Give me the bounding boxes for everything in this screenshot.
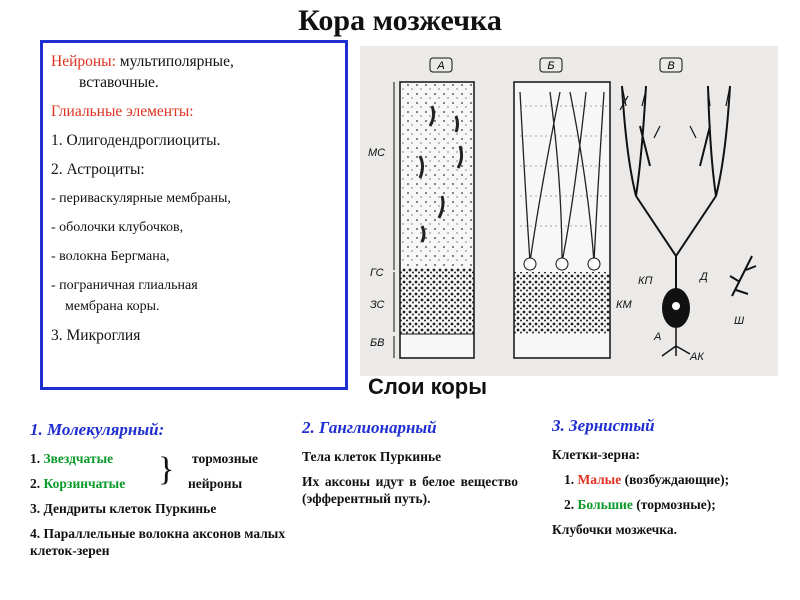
- cell-label-ak: АК: [690, 351, 704, 363]
- cell-label-sh: Ш: [734, 315, 745, 327]
- layer-3-item-2: [552, 496, 792, 513]
- info-item: мембрана коры.: [65, 299, 160, 314]
- layer-3-column: [552, 416, 792, 546]
- panel-a: [400, 58, 474, 358]
- row-number: 2.: [30, 476, 44, 491]
- neurons-value-1: мультиполярные,: [115, 53, 234, 70]
- neurons-value-2: вставочные.: [79, 74, 159, 91]
- large-cells-label: Большие: [577, 497, 633, 512]
- info-item: 1. Олигодендроглиоциты.: [51, 132, 221, 149]
- stellate-cells-label: Звездчатые: [43, 451, 114, 466]
- panel-b: [514, 58, 610, 358]
- layer-label-mc: МС: [368, 147, 386, 159]
- info-item: 3. Микроглия: [51, 327, 141, 344]
- layer-2-heading: 2. Ганглионарный: [302, 418, 437, 437]
- neurons-line: [51, 51, 335, 72]
- layer-label-gc: ГС: [370, 267, 384, 279]
- page-title: Кора мозжечка: [298, 4, 502, 37]
- basket-cells-label: Корзинчатые: [43, 476, 126, 491]
- inhibitory-label: тормозные: [192, 451, 259, 466]
- row-number: 1.: [30, 451, 44, 466]
- item-number: 2.: [564, 497, 578, 512]
- glia-label: Глиальные элементы:: [51, 103, 194, 120]
- item-rest: (возбуждающие);: [621, 472, 730, 487]
- cortex-illustration: [360, 46, 778, 376]
- layer-2-p1: Тела клеток Пуркинье: [302, 449, 442, 464]
- cell-label-km: КМ: [616, 299, 632, 311]
- brace-icon: }: [158, 451, 175, 488]
- layer-3-last: Клубочки мозжечка.: [552, 522, 677, 537]
- layer-2-column: [302, 418, 518, 515]
- layer-1-row-3: 3. Дендриты клеток Пуркинье: [30, 501, 217, 516]
- layer-1-row-4: 4. Параллельные волокна аксонов малых клеток-зерен: [30, 526, 286, 558]
- item-number: 1.: [564, 472, 578, 487]
- info-item: - волокна Бергмана,: [51, 249, 170, 264]
- layer-label-bv: БВ: [370, 337, 385, 349]
- cell-label-d: Д: [700, 271, 708, 283]
- layer-label-zc: ЗС: [370, 299, 385, 311]
- info-item: - оболочки клубочков,: [51, 220, 184, 235]
- layers-subtitle: Слои коры: [368, 374, 488, 399]
- layer-1-column: [30, 420, 290, 567]
- small-cells-label: Малые: [577, 472, 622, 487]
- cell-label-a: А: [654, 331, 662, 343]
- neurons-label: нейроны: [188, 476, 243, 491]
- layer-3-heading: 3. Зернистый: [552, 416, 655, 435]
- layer-3-p1: Клетки-зерна:: [552, 447, 640, 462]
- info-item: - периваскулярные мембраны,: [51, 191, 231, 206]
- info-item: - пограничная глиальная: [51, 278, 198, 293]
- neurons-label: Нейроны:: [51, 53, 116, 70]
- panel-label-c: В: [667, 60, 675, 72]
- layer-2-p2: Их аксоны идут в белое вещество (эфферентный путь).: [302, 474, 518, 506]
- cell-label-kp: КП: [638, 275, 653, 287]
- info-box: [40, 40, 348, 390]
- info-item: 2. Астроциты:: [51, 161, 145, 178]
- panel-label-a: А: [437, 60, 445, 72]
- panel-label-b: Б: [547, 60, 555, 72]
- layer-3-item-1: [552, 471, 792, 488]
- item-rest: (тормозные);: [632, 497, 716, 512]
- layer-1-heading: 1. Молекулярный:: [30, 420, 165, 439]
